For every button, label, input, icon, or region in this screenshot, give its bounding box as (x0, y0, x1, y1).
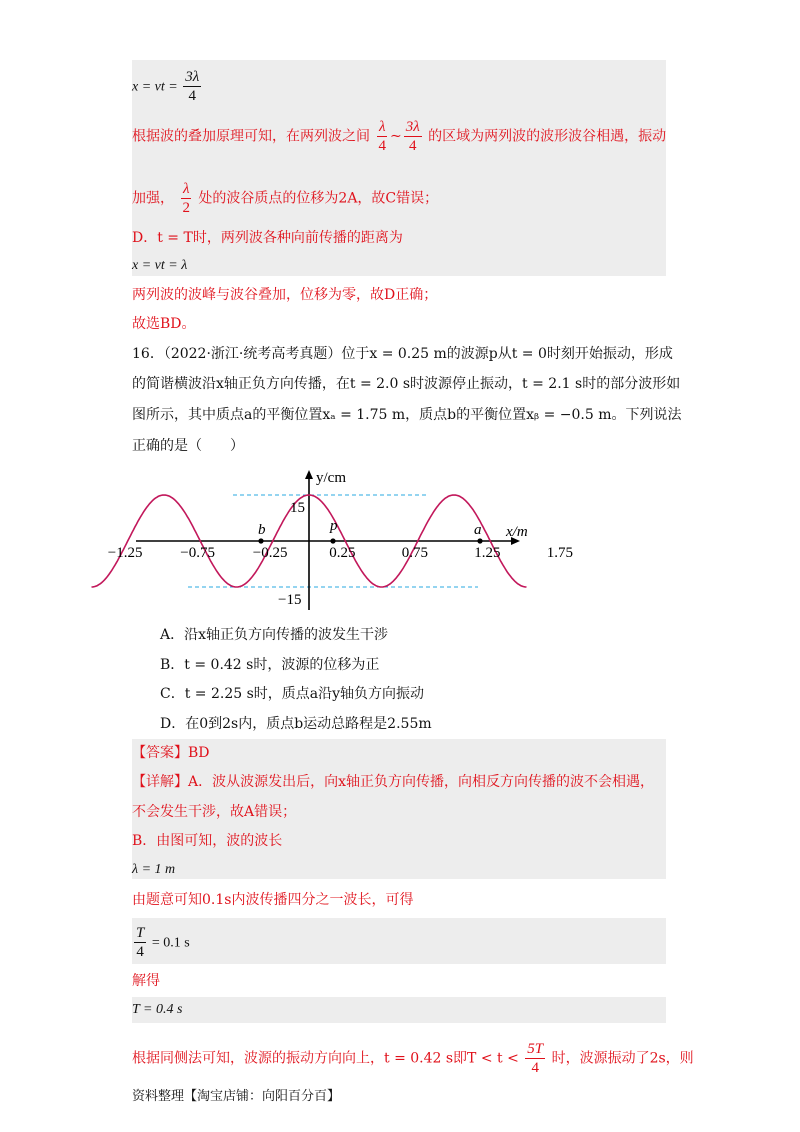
point-p-label: p (330, 518, 338, 534)
point-a-label: a (474, 522, 482, 538)
y-axis-label: y/cm (316, 470, 346, 486)
text-part: 加强， (132, 190, 174, 207)
text-part: 根据波的叠加原理可知，在两列波之间 (132, 128, 370, 145)
option-a: A．沿x轴正负方向传播的波发生干涉 (160, 627, 389, 643)
frac-den: 4 (531, 1060, 539, 1076)
detail-line5: 由题意可知0.1s内波传播四分之一波长，可得 (132, 892, 414, 908)
eq-prefix: x = vt = (132, 79, 182, 95)
wave-figure (107, 464, 573, 614)
period-fraction-equation (132, 924, 190, 961)
eq-rest: = 0.1 s (148, 935, 190, 951)
question-16-line3: 图所示，其中质点a的平衡位置xₐ = 1.75 m，质点b的平衡位置xᵦ = −0.5 m。下列说法 (132, 407, 682, 423)
option-d: D．在0到2s内，质点b运动总路程是2.55m (160, 716, 432, 732)
choose-bd: 故选BD。 (132, 316, 196, 332)
equation-x-vt-3lambda (132, 68, 203, 105)
wavelength-equation: λ = 1 m (132, 862, 176, 877)
question-16-line4: 正确的是（ ） (132, 438, 244, 454)
frac-num: 5T (527, 1041, 544, 1057)
x-tick-label: 0.75 (401, 545, 428, 561)
y-tick-neg15: −15 (278, 592, 302, 608)
fraction-lambda-2 (180, 180, 192, 217)
frac-num: λ (182, 181, 190, 197)
point-b-marker (258, 538, 263, 543)
option-b: B．t = 0.42 s时，波源的位移为正 (160, 657, 380, 673)
detail-line3: B．由图可知，波的波长 (132, 833, 283, 849)
frac-den: 4 (378, 138, 386, 154)
enhance-sentence (132, 180, 438, 217)
footer-note: 资料整理【淘宝店铺：向阳百分百】 (132, 1089, 341, 1104)
text-part: 时，波源振动了2s，则 (551, 1050, 694, 1067)
detail-line9 (132, 1040, 694, 1077)
x-axis-label: x/m (506, 524, 528, 540)
point-a-marker (477, 538, 482, 543)
point-p-marker (330, 538, 335, 543)
x-tick-label: 0.25 (329, 545, 356, 561)
text-part: 根据同侧法可知，波源的振动方向向上，t = 0.42 s即T < t < (132, 1050, 524, 1067)
period-equation: T = 0.4 s (132, 1002, 183, 1017)
frac-num: 3λ (185, 69, 200, 85)
detail-line2: 不会发生干涉，故A错误； (132, 804, 297, 820)
gray-block-3 (132, 918, 666, 964)
fraction-5t-4 (525, 1040, 545, 1077)
option-d-analysis: D．t = T时，两列波各种向前传播的距离为 (132, 230, 403, 246)
frac-den: 4 (136, 944, 144, 960)
gray-block-4 (132, 997, 666, 1023)
x-tick-label: 1.75 (546, 545, 573, 561)
fraction-lambda-4 (376, 118, 388, 155)
frac-num: 3λ (405, 119, 420, 135)
y-axis-arrow (305, 470, 313, 479)
text-part: 的区域为两列波的波形波谷相遇，振动 (428, 128, 667, 145)
frac-num: T (136, 925, 145, 941)
x-tick-labels (108, 545, 573, 561)
peak-trough-sentence: 两列波的波峰与波谷叠加，位移为零，故D正确； (132, 287, 438, 303)
frac-den: 4 (408, 138, 417, 154)
solve-label: 解得 (132, 973, 160, 989)
question-16-line1: 16．（2022·浙江·统考高考真题）位于x = 0.25 m的波源p从t = 0时刻开始振动，形成 (132, 346, 673, 362)
detail-line1: 【详解】A．波从波源发出后，向x轴正负方向传播，向相反方向传播的波不会相遇， (132, 774, 655, 790)
question-16-line2: 的简谐横波沿x轴正负方向传播，在t = 2.0 s时波源停止振动，t = 2.1 s时的部分波形如 (132, 376, 681, 392)
answer-tag: 【答案】BD (132, 745, 210, 761)
superposition-sentence (132, 118, 666, 155)
frac-den: 2 (182, 200, 190, 216)
x-tick-label: 1.25 (474, 545, 501, 561)
point-b-label: b (258, 522, 266, 538)
x-tick-label: −0.25 (252, 545, 288, 561)
x-tick-label: −1.25 (107, 545, 143, 561)
x-tick-label: −0.75 (180, 545, 215, 561)
frac-den: 4 (188, 88, 196, 104)
fraction-3lambda-4 (183, 68, 201, 105)
fraction-t-4 (134, 924, 146, 961)
equation-x-vt-lambda: x = vt = λ (132, 258, 188, 273)
option-c: C．t = 2.25 s时，质点a沿y轴负方向振动 (160, 686, 425, 702)
tilde: ~ (389, 128, 402, 145)
fraction-3lambda-4b (404, 118, 422, 155)
y-tick-15: 15 (290, 500, 305, 516)
frac-num: λ (378, 119, 386, 135)
text-part: 处的波谷质点的位移为2A，故C错误； (198, 190, 439, 207)
